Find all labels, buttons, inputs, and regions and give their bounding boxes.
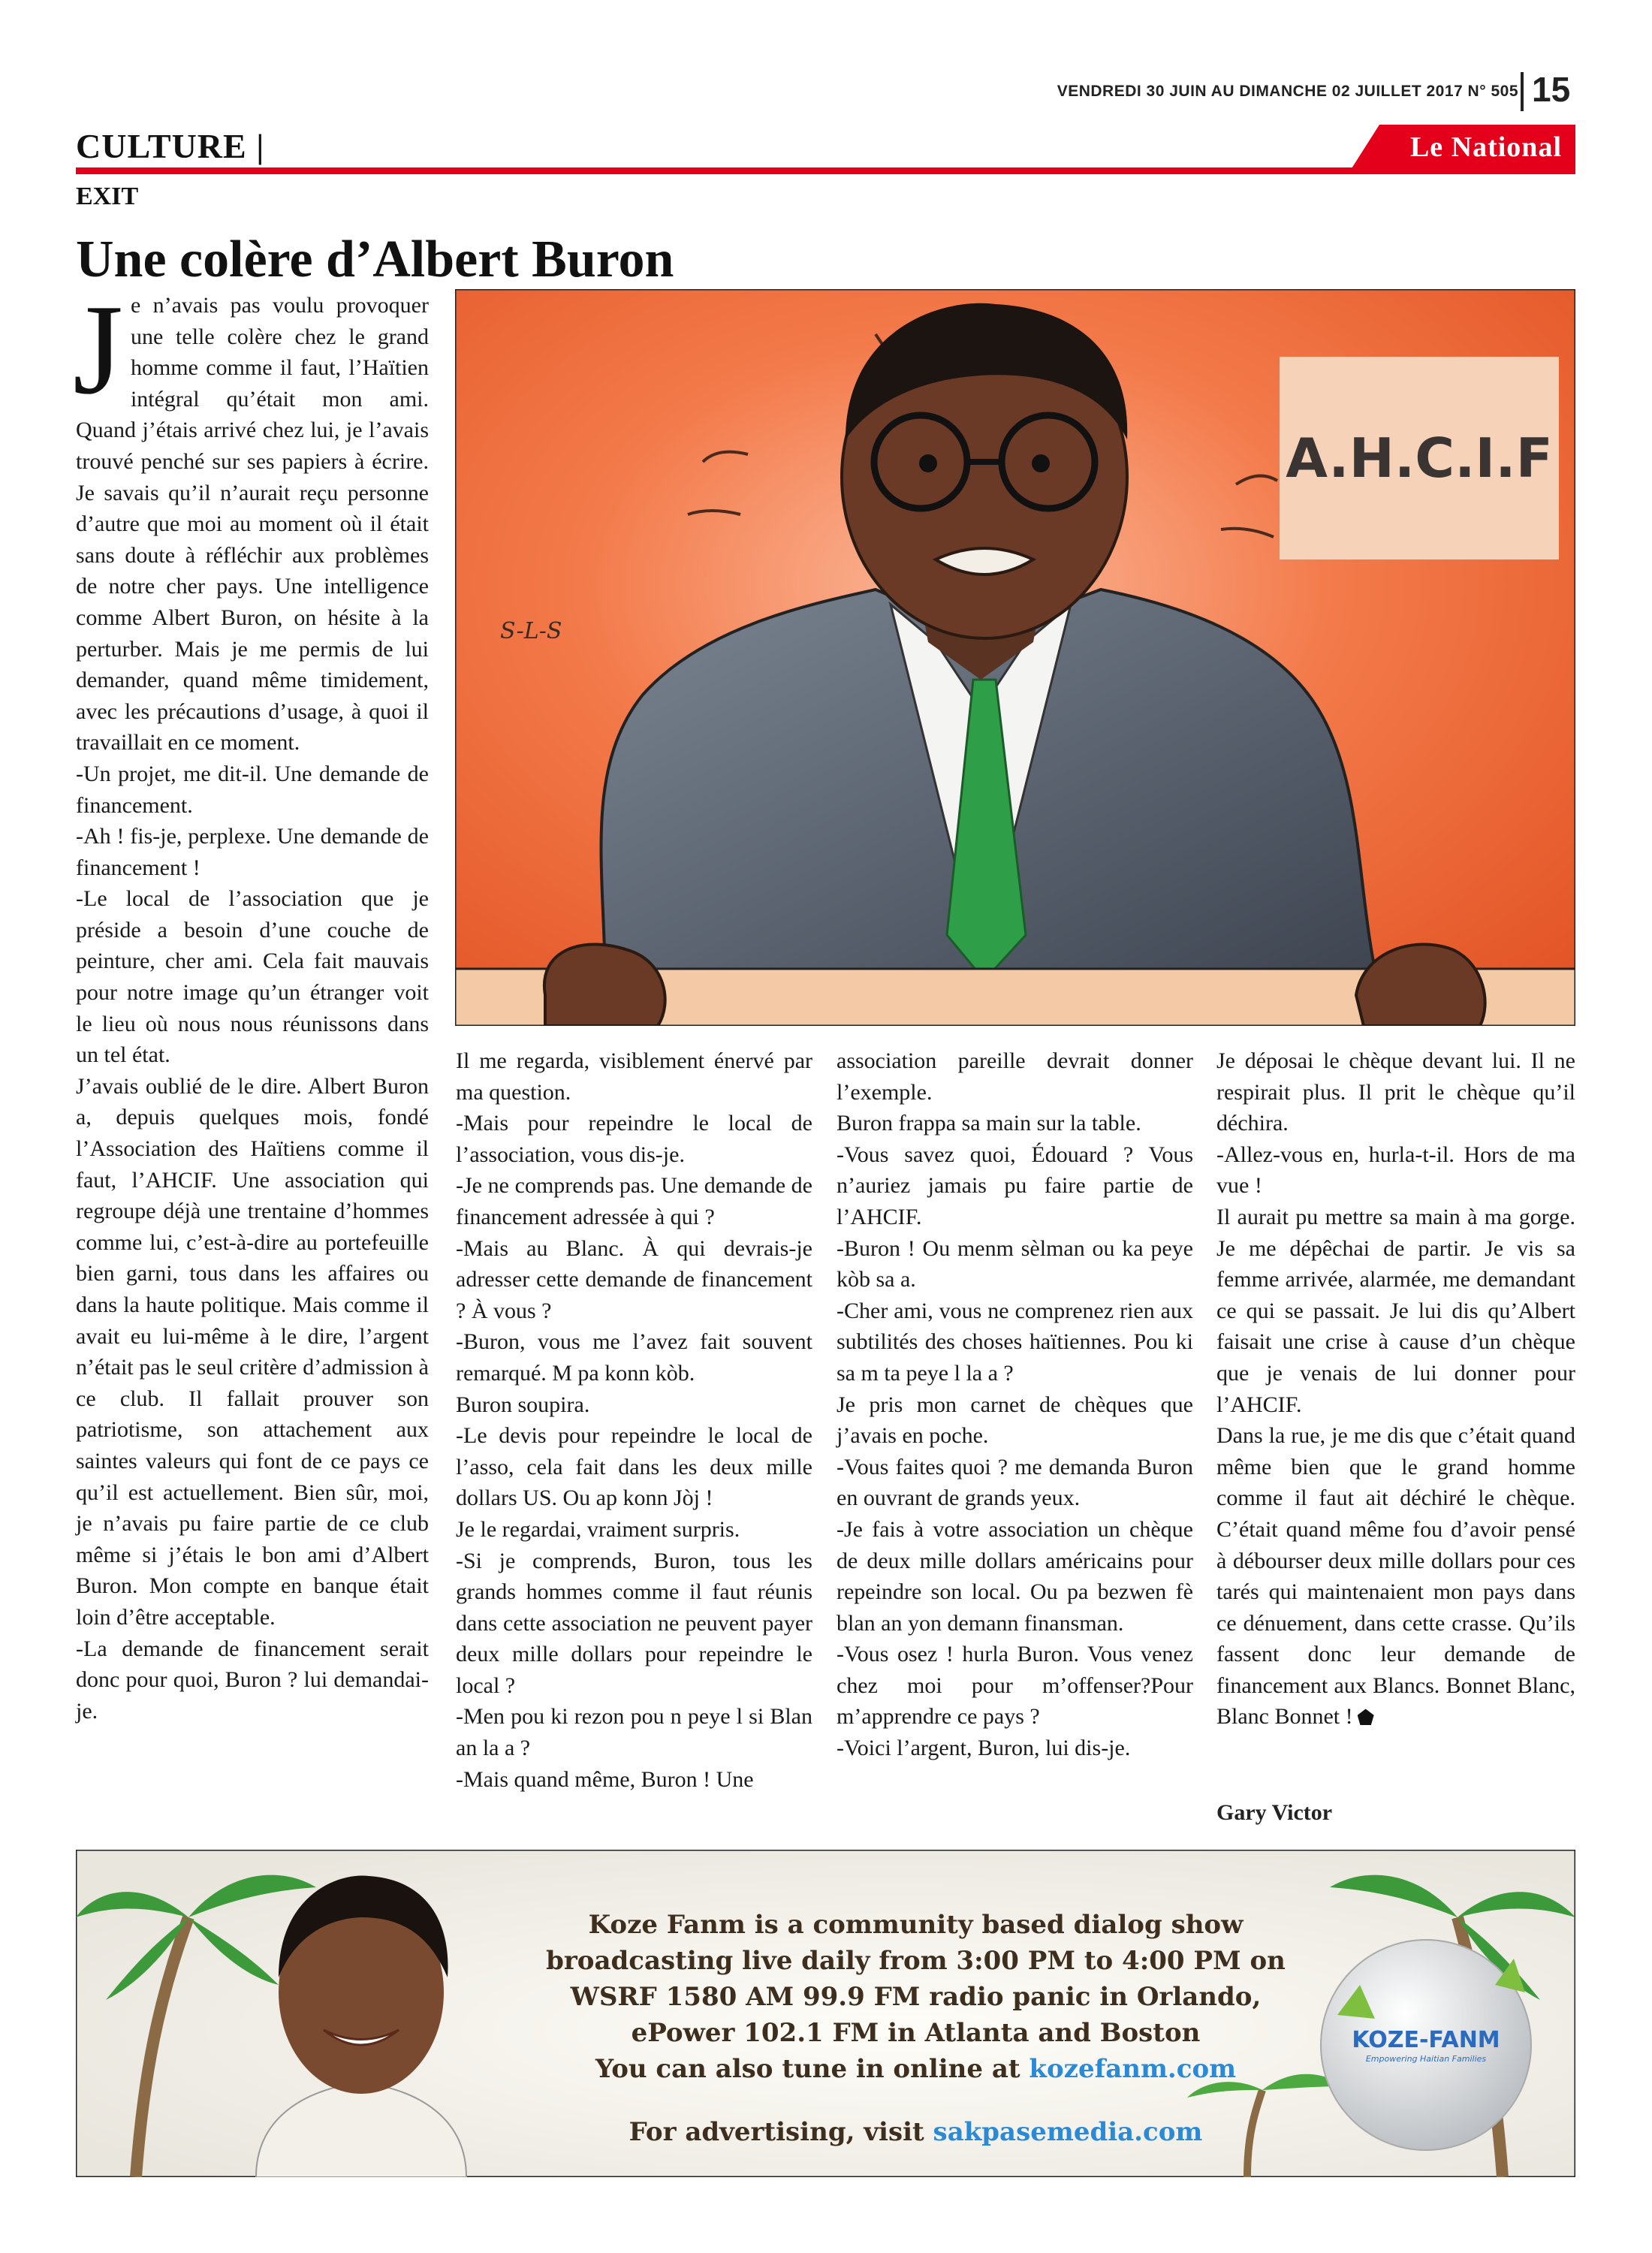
article-paragraph: -Un projet, me dit-il. Une demande de financement. — [76, 761, 429, 818]
koze-fanm-tagline: Empowering Haitian Families — [1365, 2054, 1487, 2064]
article-paragraph: Il me regarda, visiblement énervé par ma question. — [456, 1048, 812, 1105]
article-paragraph — [73, 279, 429, 759]
article-column-2 — [456, 1045, 812, 1795]
cartoon-signature: S-L-S — [500, 618, 562, 644]
dropcap: J — [73, 279, 123, 421]
ad-text: For advertising, visit — [629, 2117, 933, 2147]
article-paragraph: Je pris mon carnet de chèques que j’avais en poche. — [837, 1392, 1193, 1449]
closing-text: Dans la rue, je me dis que c’était quand même bien que le grand homme comme il faut ait déchiré le chèque. C’était quand même fou d’avoir pensé à débourser deux mille dollars pour ces tarés qui maintenaient mon pays dans ce dénuement, dans cette crasse. Qu’ils fassent donc leur demande de financement aux Blancs. Bonnet Blanc, Blanc Bonnet ! — [1216, 1423, 1575, 1730]
ad-text-line: ePower 102.1 FM in Atlanta and Boston — [631, 2018, 1201, 2048]
article-paragraph: Il aurait pu mettre sa main à ma gorge. Je me dépêchai de partir. Je vis sa femme arrivée, alarmée, me demandant ce qui se passait. Je lui dis qu’Albert faisait une crise à cause d’un chèque que je venais de lui donner pour l’AHCIF. — [1216, 1204, 1575, 1417]
article-paragraph: -Men pou ki rezon pou n peye l si Blan an la a ? — [456, 1704, 812, 1761]
opening-text: e n’avais pas voulu provoquer une telle colère chez le grand homme comme il faut, l’Haïtien intégral qu’était mon ami. Quand j’étais arrivé chez lui, je l’avais trouvé penché sur ses papiers à écrire. Je savais qu’il n’aurait reçu personne d’autre que moi au moment où il était sans doute à réfléchir aux problèmes de notre cher pays. Une intelligence comme Albert Buron, on hésite à la perturber. Mais je me permis de lui demander, quand même timidement, avec les précautions d’usage, à quoi il travaillait en ce moment. — [76, 293, 429, 756]
article-paragraph: -Buron ! Ou menm sèlman ou ka peye kòb sa a. — [837, 1235, 1193, 1292]
article-paragraph: -Allez-vous en, hurla-t-il. Hors de ma vue ! — [1216, 1142, 1575, 1199]
article-paragraph: -Mais pour repeindre le local de l’association, vous dis-je. — [456, 1111, 812, 1167]
sakpasemedia-link[interactable]: sakpasemedia.com — [933, 2117, 1203, 2147]
author-byline: Gary Victor — [1216, 1800, 1333, 1825]
article-paragraph: -Buron, vous me l’avez fait souvent remarqué. M pa konn kòb. — [456, 1329, 812, 1386]
newspaper-brand: Le National — [1409, 131, 1562, 163]
page-number-separator — [1521, 72, 1524, 111]
article-paragraph: -Le local de l’association que je préside a besoin d’une couche de peinture, cher ami. Cela fait mauvais pour notre image qu’un étranger voit le lieu où nous nous réunissons dans un tel état. — [76, 886, 429, 1068]
ad-text-line: Koze Fanm is a community based dialog show — [588, 1910, 1244, 1940]
article-paragraph: -La demande de financement serait donc pour quoi, Buron ? lui demandai-je. — [76, 1636, 429, 1724]
issue-date-line: VENDREDI 30 JUIN AU DIMANCHE 02 JUILLET 2017 N° 505 — [1057, 83, 1518, 100]
article-paragraph: -Ah ! fis-je, perplexe. Une demande de financement ! — [76, 824, 429, 880]
article-paragraph: Je le regardai, vraiment surpris. — [456, 1516, 740, 1542]
article-paragraph: -Vous faites quoi ? me demanda Buron en ouvrant de grands yeux. — [837, 1454, 1193, 1511]
article-paragraph: association pareille devrait donner l’exemple. — [837, 1048, 1193, 1105]
article-paragraph: -Si je comprends, Buron, tous les grands hommes comme il faut réunis dans cette association ne peuvent payer deux mille dollars pour repeindre le local ? — [456, 1548, 812, 1698]
article-column-1 — [73, 279, 429, 1727]
ad-text-line — [76, 2117, 1652, 2147]
article-paragraph — [1216, 1420, 1575, 1733]
article-paragraph: Buron soupira. — [456, 1392, 590, 1417]
article-paragraph: -Cher ami, vous ne comprenez rien aux subtilités des choses haïtiennes. Pou ki sa m ta peye l la a ? — [837, 1298, 1193, 1386]
article-paragraph: Buron frappa sa main sur la table. — [837, 1111, 1141, 1136]
page-number: 15 — [1532, 70, 1571, 109]
column-kicker: EXIT — [76, 182, 139, 210]
ad-text: You can also tune in online at — [595, 2054, 1029, 2084]
article-paragraph: J’avais oublié de le dire. Albert Buron a, depuis quelques mois, fondé l’Association des Haïtiens comme il faut, l’AHCIF. Une association qui regroupe déjà une trentaine d’hommes comme lui, c’est-à-dire au portefeuille bien garni, tous dans les affaires ou dans la haute politique. Mais comme il avait eu lui-même à le dire, l’argent n’était pas le seul critère d’admission à ce club. Il fallait prouver son patriotisme, son attachement aux saintes valeurs qui font de ce pays ce qu’il est actuellement. Bien sûr, moi, je n’avais pu faire partie de ce club même si j’étais le bon ami d’Albert Buron. Mon compte en banque était loin d’être acceptable. — [76, 1073, 429, 1630]
article-paragraph: -Le devis pour repeindre le local de l’asso, cela fait dans les deux mille dollars US. Ou ap konn Jòj ! — [456, 1423, 812, 1511]
article-column-3 — [837, 1045, 1193, 1764]
koze-fanm-logo: KOZE-FANM — [1352, 2027, 1500, 2053]
ad-text-line: broadcasting live daily from 3:00 PM to 4:00 PM on — [546, 1946, 1286, 1976]
editorial-cartoon — [455, 289, 1575, 1026]
article-paragraph: -Vous savez quoi, Édouard ? Vous n’auriez jamais pu faire partie de l’AHCIF. — [837, 1142, 1193, 1229]
article-paragraph: -Vous osez ! hurla Buron. Vous venez chez moi pour m’offenser?Pour m’apprendre ce pays ? — [837, 1642, 1193, 1730]
article-headline: Une colère d’Albert Buron — [76, 231, 674, 288]
section-label: CULTURE | — [76, 127, 265, 165]
end-of-article-icon — [1358, 1709, 1374, 1725]
article-paragraph: -Mais quand même, Buron ! Une — [456, 1766, 754, 1792]
koze-fanm-advertisement[interactable] — [76, 1850, 1575, 2177]
article-paragraph: -Je fais à votre association un chèque de deux mille dollars américains pour repeindre son local. Ou pa bezwen fè blan an yon demann finansman. — [837, 1516, 1193, 1636]
cartoon-sign-text: A.H.C.I.F — [1286, 427, 1553, 490]
kozefanm-link[interactable]: kozefanm.com — [1029, 2054, 1237, 2084]
article-paragraph: -Voici l’argent, Buron, lui dis-je. — [837, 1736, 1131, 1761]
article-paragraph: -Mais au Blanc. À qui devrais-je adresser cette demande de financement ? À vous ? — [456, 1235, 812, 1323]
article-column-4 — [1216, 1045, 1575, 1733]
article-paragraph: Je déposai le chèque devant lui. Il ne respirait plus. Il prit le chèque qu’il déchira. — [1216, 1048, 1575, 1136]
ad-text-line: WSRF 1580 AM 99.9 FM radio panic in Orlando, — [570, 1982, 1262, 2012]
article-paragraph: -Je ne comprends pas. Une demande de financement adressée à qui ? — [456, 1173, 812, 1229]
